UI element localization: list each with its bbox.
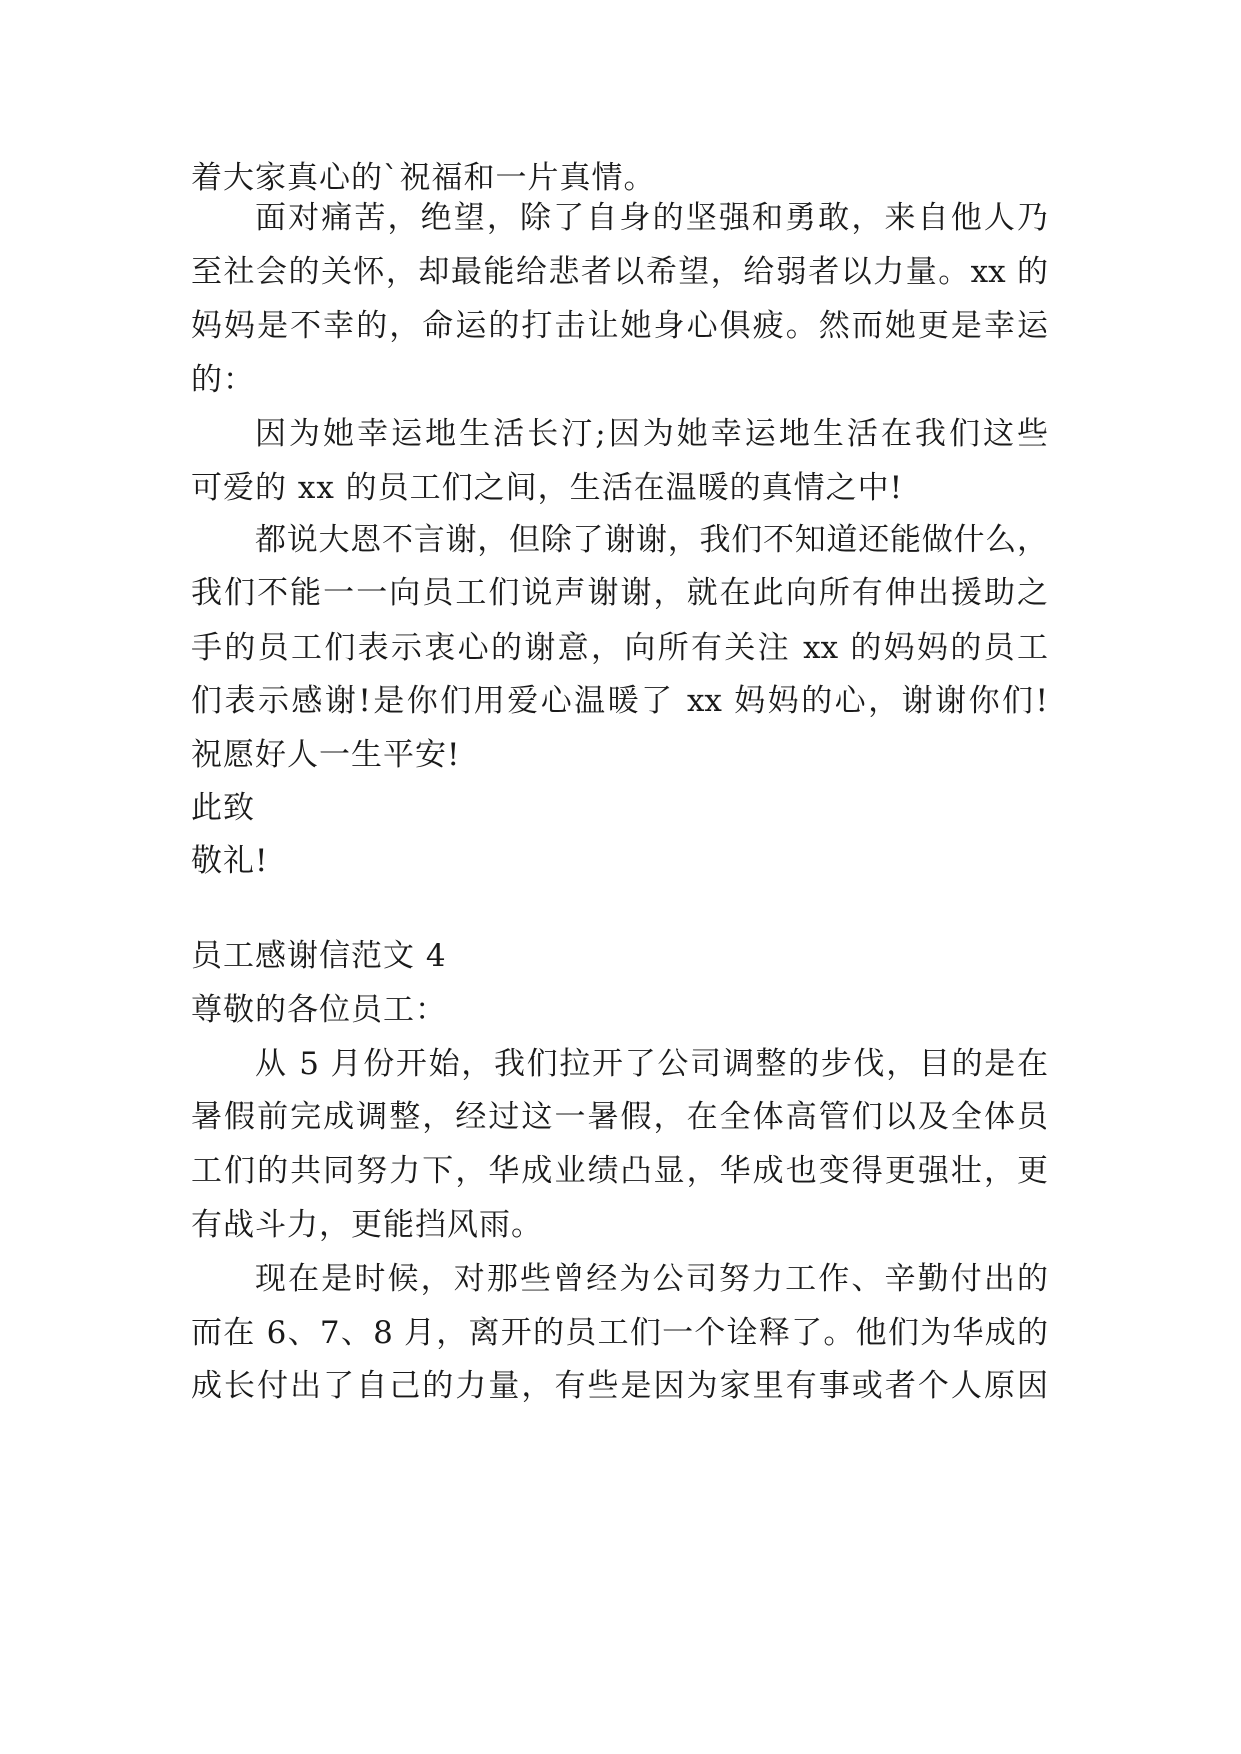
paragraph-line: 至社会的关怀，却最能给悲者以希望，给弱者以力量。xx 的	[191, 254, 1048, 290]
paragraph-line: 们表示感谢!是你们用爱心温暖了 xx 妈妈的心，谢谢你们!	[191, 683, 1048, 719]
paragraph-line: 而在 6、7、8 月，离开的员工们一个诠释了。他们为华成的	[191, 1315, 1048, 1351]
paragraph-line: 手的员工们表示衷心的谢意，向所有关注 xx 的妈妈的员工	[191, 630, 1048, 666]
paragraph-line: 的：	[191, 362, 255, 398]
paragraph-line: 妈妈是不幸的，命运的打击让她身心俱疲。然而她更是幸运	[191, 308, 1048, 344]
paragraph-line: 可爱的 xx 的员工们之间，生活在温暖的真情之中!	[191, 470, 904, 506]
paragraph-line: 暑假前完成调整，经过这一暑假，在全体高管们以及全体员	[191, 1099, 1048, 1135]
paragraph-line: 从 5 月份开始，我们拉开了公司调整的步伐，目的是在	[255, 1046, 1048, 1082]
paragraph-line: 祝愿好人一生平安!	[191, 737, 461, 773]
paragraph-line: 面对痛苦，绝望，除了自身的坚强和勇敢，来自他人乃	[255, 200, 1048, 236]
paragraph-line: 因为她幸运地生活长汀;因为她幸运地生活在我们这些	[255, 416, 1048, 452]
paragraph-line: 我们不能一一向员工们说声谢谢，就在此向所有伸出援助之	[191, 575, 1048, 611]
paragraph-line: 着大家真心的`祝福和一片真情。	[191, 160, 656, 196]
paragraph-line: 工们的共同努力下，华成业绩凸显，华成也变得更强壮，更	[191, 1153, 1048, 1189]
greeting: 尊敬的各位员工：	[191, 992, 447, 1028]
closing-regards: 敬礼!	[191, 843, 269, 879]
paragraph-line: 成长付出了自己的力量，有些是因为家里有事或者个人原因	[191, 1368, 1048, 1404]
paragraph-line: 有战斗力，更能挡风雨。	[191, 1207, 543, 1243]
section-title: 员工感谢信范文 4	[191, 938, 447, 974]
paragraph-line: 都说大恩不言谢，但除了谢谢，我们不知道还能做什么，	[255, 522, 1048, 558]
closing-salutation: 此致	[191, 790, 255, 826]
paragraph-line: 现在是时候，对那些曾经为公司努力工作、辛勤付出的	[255, 1261, 1048, 1297]
